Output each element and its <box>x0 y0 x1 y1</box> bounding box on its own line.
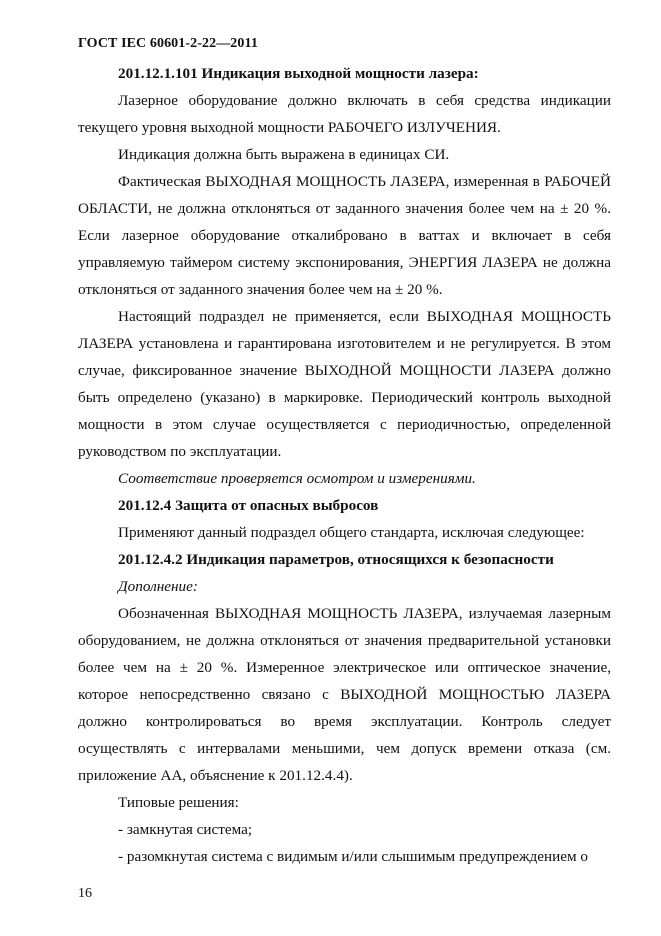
list-item: - разомкнутая система с видимым и/или слышимым предупреждением о <box>118 848 588 865</box>
paragraph: Индикация должна быть выражена в единицах СИ. <box>118 146 450 163</box>
document-body <box>78 60 611 870</box>
addition-label: Дополнение: <box>118 578 198 595</box>
paragraph: Настоящий подраздел не применяется, если ВЫХОДНАЯ МОЩНОСТЬ ЛАЗЕРА установлена и гарантирована изготовителем и не регулируется. В этом случае, фиксированное значение ВЫХОДНОЙ МОЩНОСТИ ЛАЗЕРА должно быть определено (указано) в маркировке. Периодический контроль выходной мощности в этом случае осуществляется с периодичностью, определенной руководством по эксплуатации. <box>78 308 611 460</box>
paragraph: Типовые решения: <box>118 794 239 811</box>
section-heading: 201.12.4 Защита от опасных выбросов <box>118 497 379 514</box>
section-heading: 201.12.1.101 Индикация выходной мощности лазера: <box>118 65 479 82</box>
paragraph: Обозначенная ВЫХОДНАЯ МОЩНОСТЬ ЛАЗЕРА, излучаемая лазерным оборудованием, не должна отклоняться от значения предварительной установки более чем на ± 20 %. Измеренное электрическое или оптическое значение, которое непосредственно связано с ВЫХОДНОЙ МОЩНОСТЬЮ ЛАЗЕРА должно контролироваться во время эксплуатации. Контроль следует осуществлять с интервалами меньшими, чем допуск времени отказа (см. приложение АА, объяснение к 201.12.4.4). <box>78 605 611 784</box>
list-item: - замкнутая система; <box>118 821 253 838</box>
section-heading: 201.12.4.2 Индикация параметров, относящихся к безопасности <box>118 551 554 568</box>
paragraph: Фактическая ВЫХОДНАЯ МОЩНОСТЬ ЛАЗЕРА, измеренная в РАБОЧЕЙ ОБЛАСТИ, не должна отклоняться от заданного значения более чем на ± 20 %. Если лазерное оборудование откалибровано в ваттах и включает в себя управляемую таймером систему экспонирования, ЭНЕРГИЯ ЛАЗЕРА не должна отклоняться от заданного значения более чем на ± 20 %. <box>78 173 611 298</box>
paragraph: Лазерное оборудование должно включать в себя средства индикации текущего уровня выходной мощности РАБОЧЕГО ИЗЛУЧЕНИЯ. <box>78 92 611 136</box>
paragraph: Применяют данный подраздел общего стандарта, исключая следующее: <box>118 524 585 541</box>
document-header: ГОСТ IEC 60601-2-22—2011 <box>78 36 258 51</box>
page-number: 16 <box>78 886 92 901</box>
compliance-note: Соответствие проверяется осмотром и измерениями. <box>118 470 476 487</box>
